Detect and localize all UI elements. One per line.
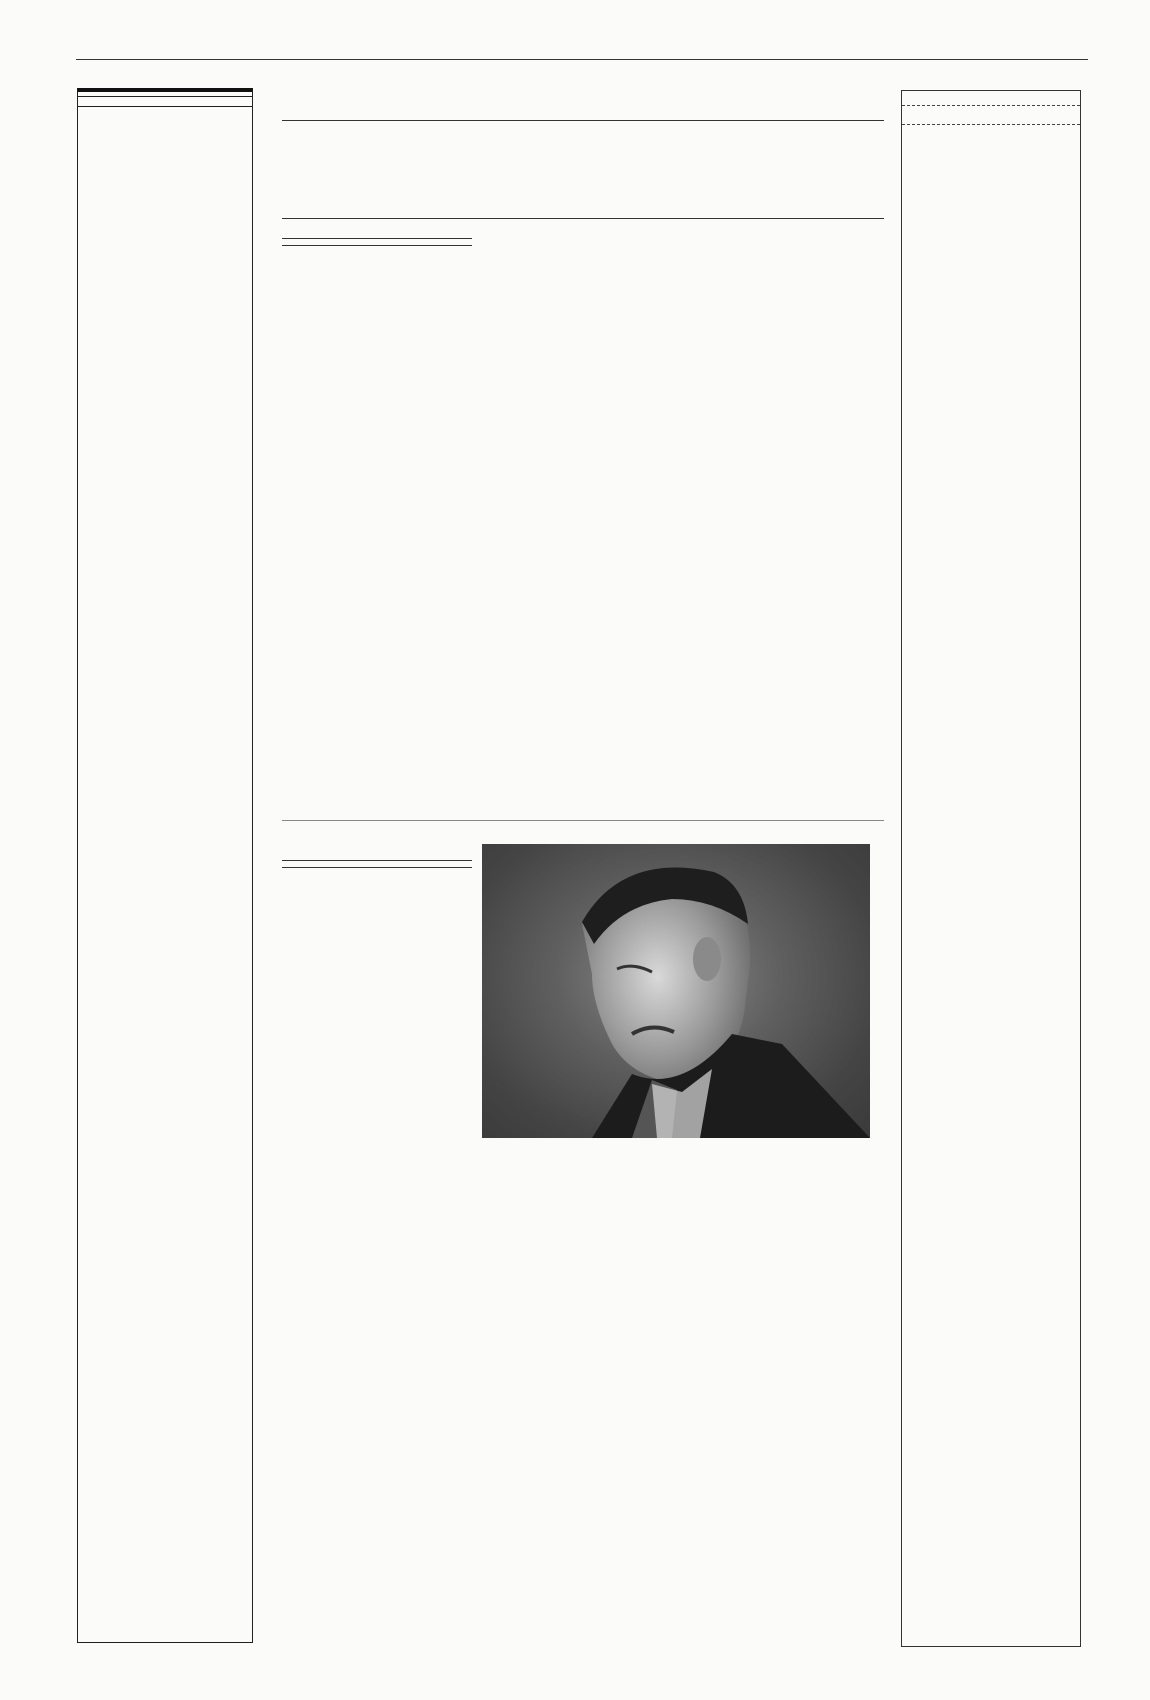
weather-forecast	[282, 90, 884, 230]
zimmerman-headline-box	[282, 860, 472, 868]
section-divider	[282, 820, 884, 821]
divider	[282, 218, 884, 219]
dashed-divider	[902, 105, 1080, 106]
zimmerman-photo	[482, 844, 870, 1138]
publication-fine-print	[78, 106, 252, 115]
library-column-1	[282, 238, 472, 250]
library-headline-box	[282, 238, 472, 246]
divider	[282, 120, 884, 121]
zimmerman-column-1	[282, 860, 472, 872]
page-header	[76, 38, 1088, 60]
masthead-address	[78, 97, 252, 100]
photo-portrait-icon	[482, 844, 870, 1138]
weather-days	[282, 123, 884, 217]
dashed-divider	[902, 124, 1080, 125]
contribute-sidebar	[901, 90, 1081, 1647]
masthead	[77, 88, 253, 1643]
